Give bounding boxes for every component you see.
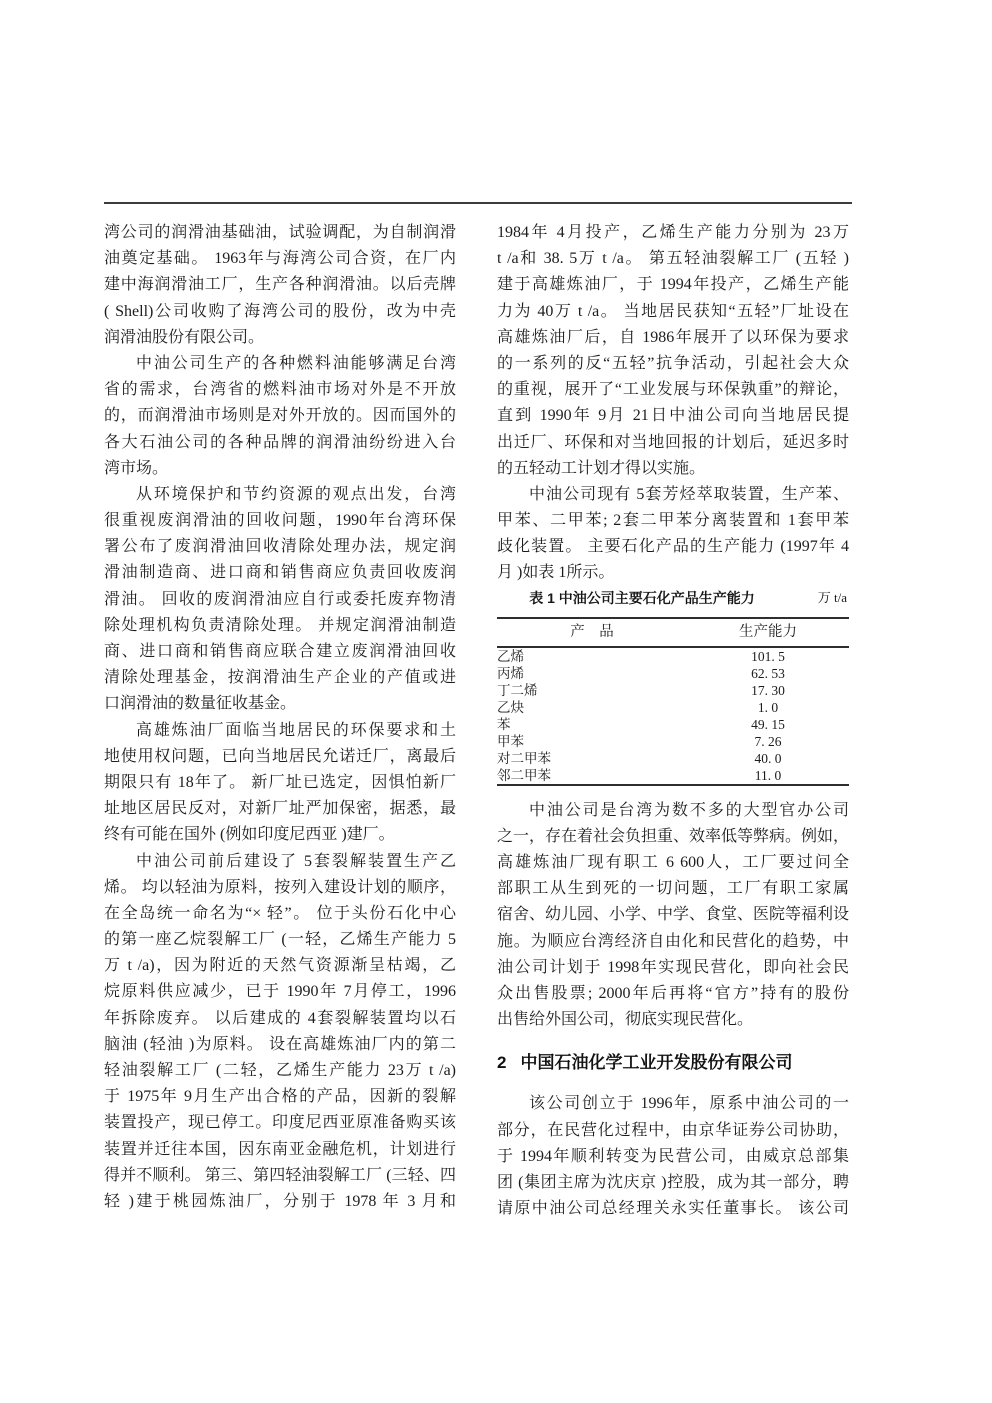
capacity-table [497,617,849,786]
text-line: 从环境保护和节约资源的观点出发，台湾 [136,485,456,503]
header-rule [104,202,852,204]
text-line: 部分，在民营化过程中，由京华证券公司协助， [497,1121,849,1139]
paragraph [104,718,456,849]
text-line: 之一，存在着社会负担重、效率低等弊病。例如， [497,827,850,845]
text-line: t /a和 38. 5万 t /a。 第五轻油裂解工厂 (五轻 ) [497,250,849,268]
text-line: 终有可能在国外 (例如印度尼西亚 )建厂。 [104,826,395,844]
text-line: 众出售股票; 2000年后再将“官方”持有的股份 [497,984,849,1002]
text-line: 施。为顺应台湾经济自由化和民营化的趋势，中 [497,932,849,950]
table-row [497,750,849,767]
text-line: 油公司计划于 1998年实现民营化，即向社会民 [497,958,849,976]
table-caption [497,587,849,609]
left-column [104,220,456,1215]
paragraph [104,220,456,351]
text-line: 各大石油公司的各种品牌的润滑油纷纷进入台 [104,433,456,451]
text-line: 高雄炼油厂面临当地居民的环保要求和土 [136,721,456,739]
product-cell: 甲苯 [497,733,524,749]
text-line: 湾公司的润滑油基础油，试验调配，为自制润滑 [104,224,456,241]
text-line: 1984年 4月投产，乙烯生产能力分别为 23万 [497,224,849,241]
text-line: 脑油 (轻油 )为原料。 设在高雄炼油厂内的第二 [104,1035,456,1053]
table-caption-text: 表 1 中油公司主要石化产品生产能力 [529,589,755,606]
text-line: 年拆除废弃。 以后建成的 4套裂解装置均以石 [104,1009,456,1027]
text-line: 高雄炼油厂现有职工 6 600人，工厂要过问全 [497,854,849,871]
product-cell: 丙烯 [497,665,524,681]
text-area [104,220,854,1218]
text-line: 中油公司现有 5套芳烃萃取装置，生产苯、 [529,485,849,503]
text-line: 中油公司前后建设了 5套裂解装置生产乙 [136,852,456,870]
text-line: 中油公司是台湾为数不多的大型官办公司 [529,801,849,819]
table-header-row [497,618,849,647]
text-line: 装置并迁往本国，因东南亚金融危机，计划进行 [104,1140,456,1158]
text-line: 轻油裂解工厂 (二轻，乙烯生产能力 23万 t /a) [104,1062,456,1079]
text-line: 于 1975年 9月生产出合格的产品，因新的裂解 [104,1088,456,1106]
capacity-cell: 49. 15 [751,716,785,732]
text-line: 地使用权问题，已向当地居民允诺迁厂，离最后 [104,747,456,765]
capacity-cell: 11. 0 [754,767,782,783]
text-line: 轻 )建于桃园炼油厂，分别于 1978 年 3 月和 [104,1192,456,1210]
product-cell: 丁二烯 [497,682,538,698]
capacity-cell: 17. 30 [751,682,785,698]
text-line: 高雄炼油厂后，自 1986年展开了以环保为要求 [497,328,849,346]
text-line: 烯。 均以轻油为原料，按列入建设计划的顺序， [104,878,456,896]
table-row [497,716,849,733]
table-row [497,647,849,665]
text-line: 装置投产，现已停工。印度尼西亚原准备购买该 [104,1114,456,1132]
text-line: 团 (集团主席为沈庆京 )控股，成为其一部分，聘 [497,1173,849,1191]
text-line: 油奠定基础。 1963年与海湾公司合资，在厂内 [104,250,456,268]
capacity-cell: 101. 5 [751,648,785,664]
paragraph [497,798,849,1034]
text-line: 部职工从生到死的一切问题，工厂有职工家属 [497,880,849,898]
table-unit-label: 万 t/a [817,589,847,605]
text-line: 请原中油公司总经理关永实任董事长。 该公司 [497,1200,849,1218]
text-line: 滑油。 回收的废润滑油应自行或委托废弃物清 [104,590,456,608]
text-line: 于 1994年顺利转变为民营公司，由威京总部集 [497,1147,849,1165]
section-heading [497,1049,849,1077]
text-line: 烷原料供应减少，已于 1990年 7月停工，1996 [104,983,456,1001]
paragraph [104,849,456,1216]
text-line: 滑油制造商、进口商和销售商应负责回收废润 [104,564,456,582]
text-line: 的五轻动工计划才得以实施。 [497,459,706,477]
capacity-cell: 7. 26 [754,733,782,749]
capacity-cell: 40. 0 [754,750,782,766]
text-line: 力为 40万 t /a。 当地居民获知“五轻”厂址设在 [497,302,849,320]
text-line: 得并不顺利。 第三、第四轻油裂解工厂 (三轻、四 [104,1166,456,1184]
text-line: 出迁厂、环保和对当地回报的计划后，延迟多时 [497,433,849,451]
table-row [497,733,849,750]
text-line: 署公布了废润滑油回收清除处理办法，规定润 [104,538,456,556]
text-line: 的重视，展开了“工业发展与环保孰重”的辩论， [497,381,849,399]
text-line: 歧化装置。 主要石化产品的生产能力 (1997年 4 [497,538,849,556]
section-number: 2 [497,1053,507,1073]
text-line: ( Shell)公司收购了海湾公司的股份，改为中壳 [104,302,456,320]
text-line: 除处理机构负责清除处理。 并规定润滑油制造 [104,616,456,634]
table-row [497,699,849,716]
text-line: 出售给外国公司，彻底实现民营化。 [497,1011,754,1029]
text-line: 湾市场。 [104,459,169,477]
table-row [497,665,849,682]
table-row [497,682,849,699]
table-row [497,767,849,785]
text-line: 润滑油股份有限公司。 [104,328,265,346]
product-cell: 邻二甲苯 [497,767,551,783]
product-cell: 对二甲苯 [497,750,551,766]
paragraph [497,1091,849,1222]
text-line: 万 t /a)，因为附近的天然气资源渐呈枯竭，乙 [104,957,456,975]
text-line: 的一系列的反“五轻”抗争活动，引起社会大众 [497,354,849,372]
paragraph [104,482,456,718]
product-cell: 苯 [497,716,511,732]
text-line: 期限只有 18年了。 新厂址已选定，因惧怕新厂 [104,773,456,791]
text-line: 省的需求，台湾省的燃料油市场对外是不开放 [104,381,456,399]
paragraph [497,482,849,587]
text-line: 的第一座乙烷裂解工厂 (一轻，乙烯生产能力 5 [104,931,456,949]
text-line: 宿舍、幼儿园、小学、中学、食堂、医院等福利设 [497,906,850,924]
text-line: 商、进口商和销售商应联合建立废润滑油回收 [104,643,456,660]
text-line: 的，而润滑油市场则是对外开放的。因而国外的 [104,407,456,425]
text-line: 清除处理基金，按润滑油生产企业的产值或进 [104,669,456,687]
text-line: 甲苯、二甲苯; 2套二甲苯分离装置和 1套甲苯 [497,512,849,530]
capacity-cell: 62. 53 [751,665,785,681]
text-line: 建中海润滑油工厂，生产各种润滑油。以后壳牌 [104,276,456,294]
paragraph [104,351,456,482]
section-title: 中国石油化学工业开发股份有限公司 [520,1053,793,1073]
text-line: 很重视废润滑油的回收问题，1990年台湾环保 [104,512,456,530]
text-line: 址地区居民反对，对新厂址严加保密，据悉，最 [104,800,456,818]
text-line: 直到 1990年 9月 21日中油公司向当地居民提 [497,407,849,425]
product-cell: 乙炔 [497,699,524,715]
capacity-cell: 1. 0 [757,699,779,715]
text-line: 该公司创立于 1996年，原系中油公司的一 [529,1095,849,1113]
right-column [497,220,849,1222]
text-line: 在全岛统一命名为“× 轻”。 位于头份石化中心 [104,904,456,922]
table-header-cell: 产 品 [497,618,687,647]
text-line: 建于高雄炼油厂，于 1994年投产，乙烯生产能 [497,276,849,294]
text-line: 月 )如表 1所示。 [497,564,615,582]
paragraph [497,220,849,482]
text-line: 中油公司生产的各种燃料油能够满足台湾 [136,354,456,372]
text-line: 口润滑油的数量征收基金。 [104,695,297,713]
table-header-cell: 生产能力 [687,618,849,647]
table-block [497,587,849,786]
product-cell: 乙烯 [497,648,524,664]
